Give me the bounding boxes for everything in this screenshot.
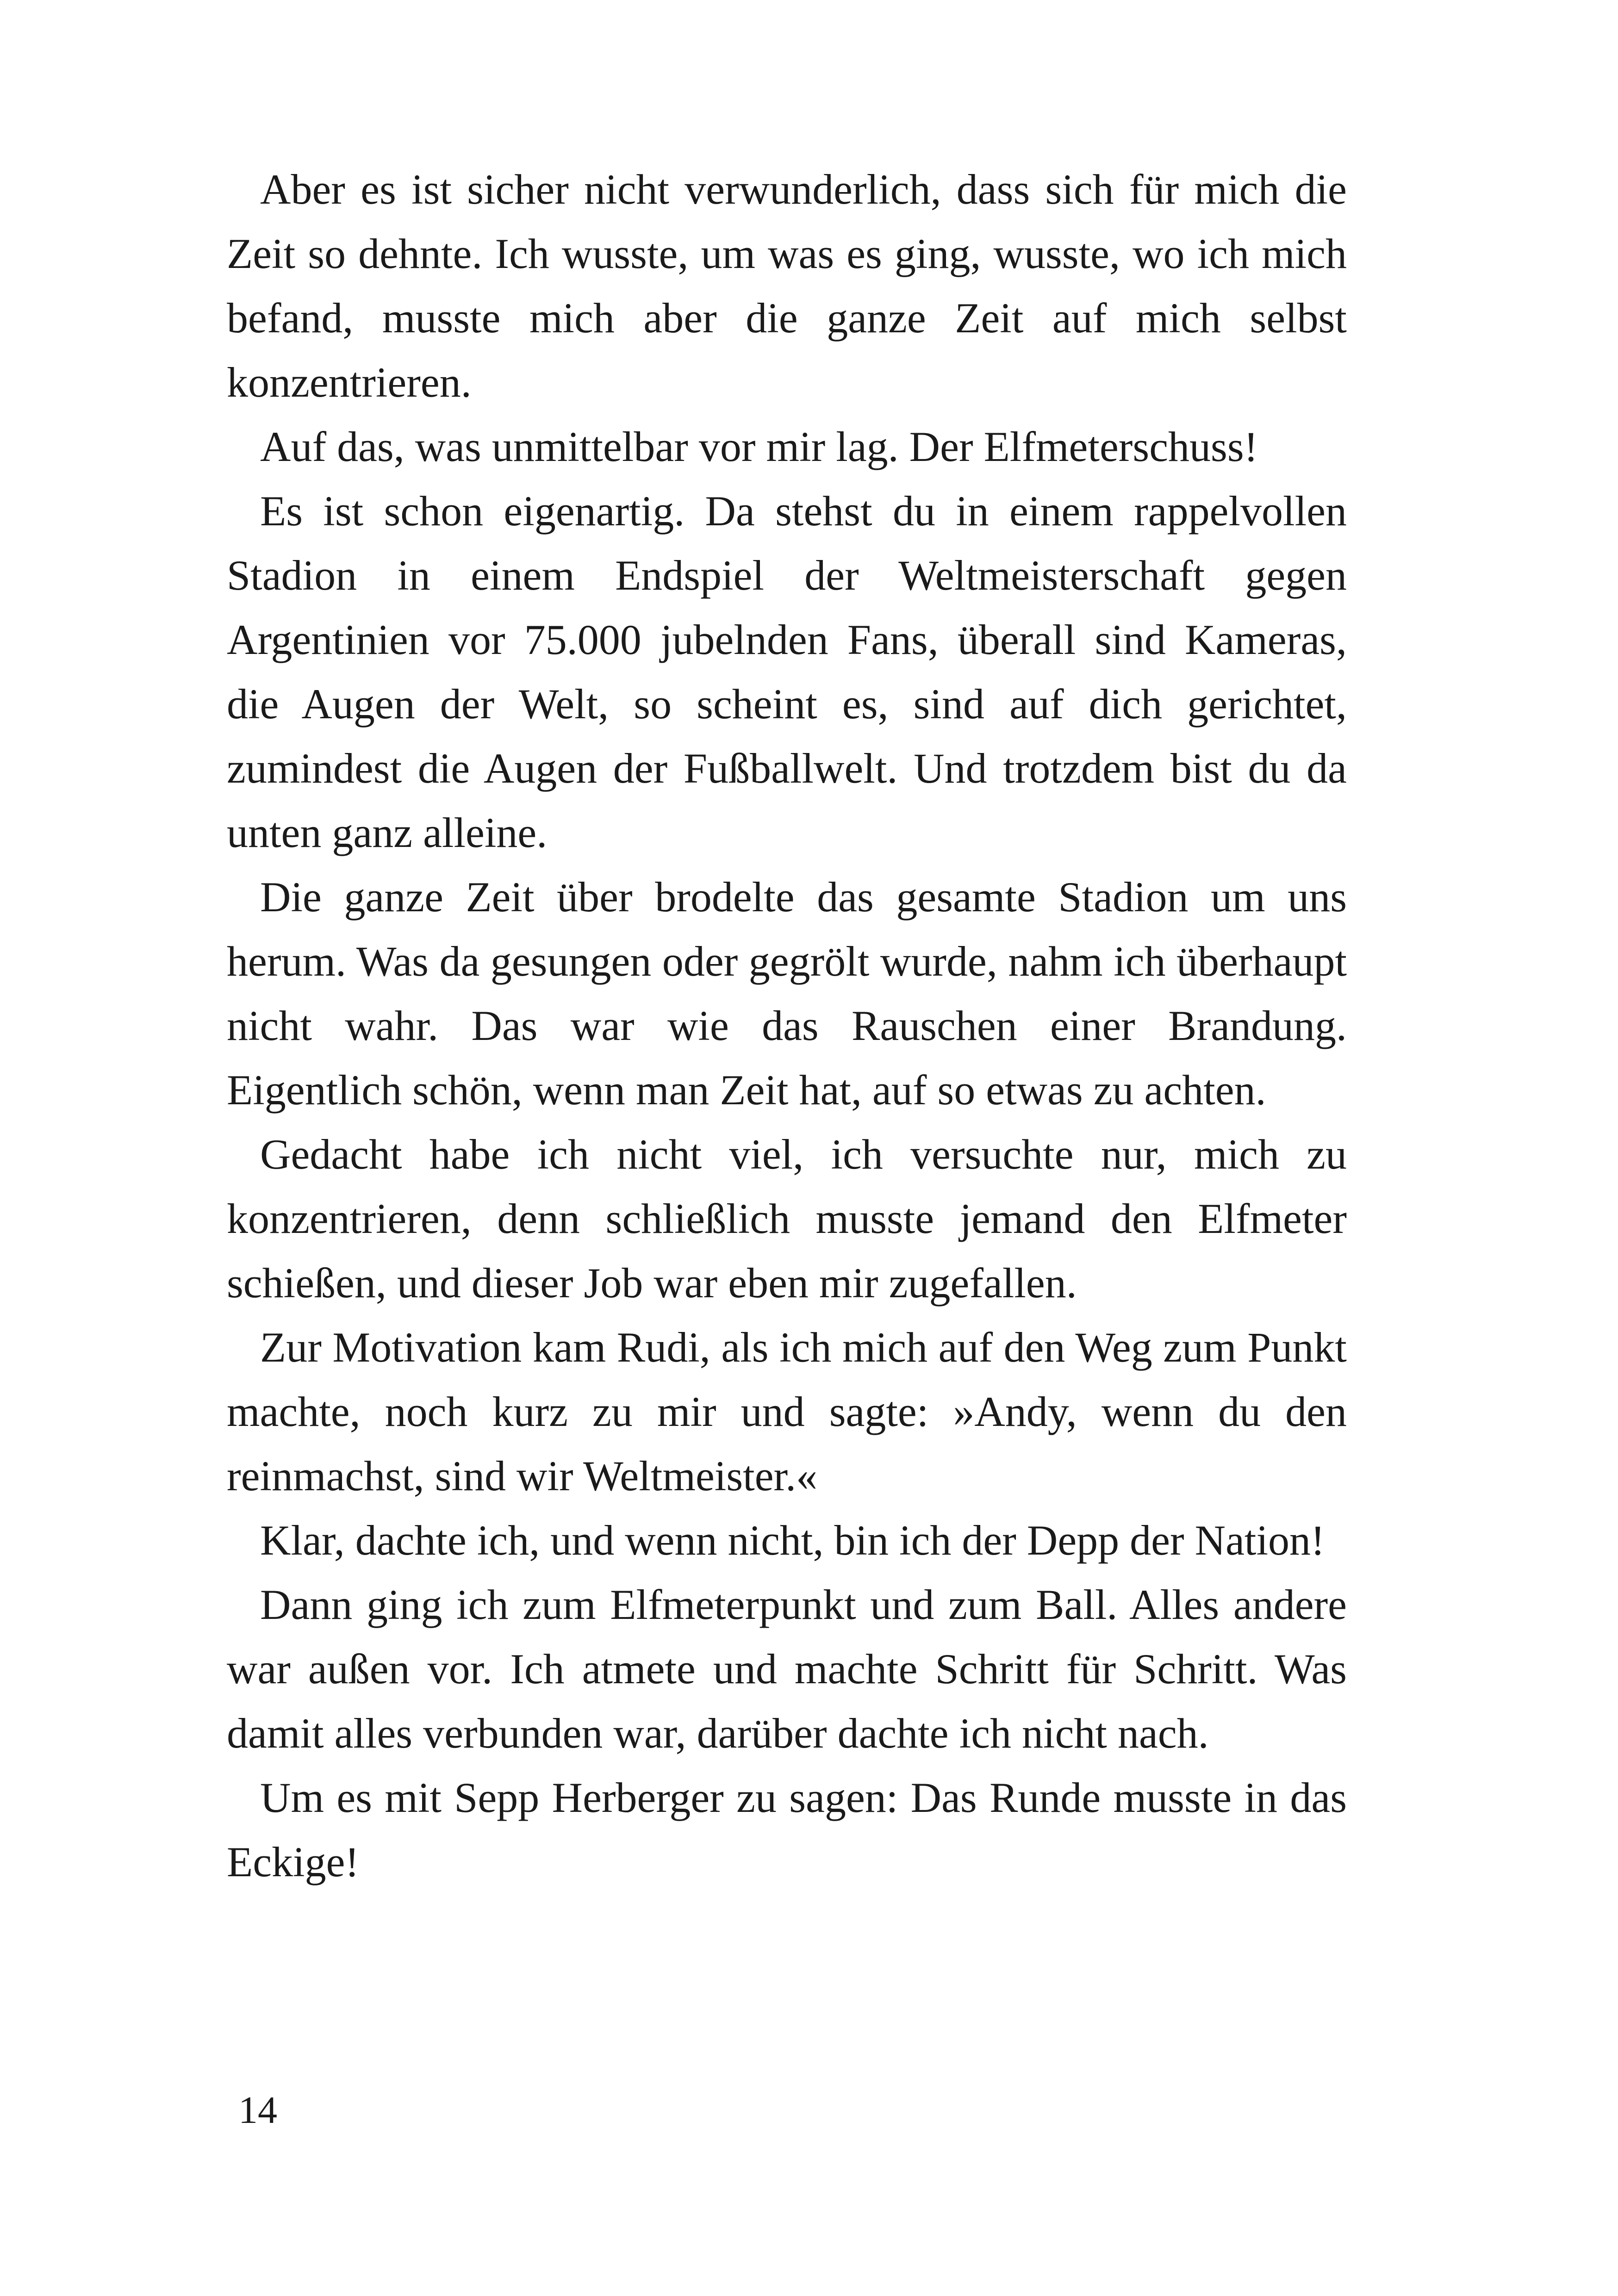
paragraph-3: Es ist schon eigenartig. Da stehst du in einem rappelvollen Stadion in einem Endspiel der Weltmeisterschaft gegen Argentinien vor 75.000 jubelnden Fans, überall sind Kameras, die Augen der Welt, so scheint es, sind auf dich gerichtet, zumindest die Augen der Fußballwelt. Und trotzdem bist du da unten ganz alleine. [227,487,1347,856]
paragraph-7: Klar, dachte ich, und wenn nicht, bin ich der Depp der Nation! [260,1517,1325,1564]
paragraph-9: Um es mit Sepp Herberger zu sagen: Das Runde musste in das Eckige! [227,1774,1347,1885]
paragraph-4: Die ganze Zeit über brodelte das gesamte Stadion um uns herum. Was da gesungen oder gegrölt wurde, nahm ich überhaupt nicht wahr. Das war wie das Rauschen einer Brandung. Eigentlich schön, wenn man Zeit hat, auf so etwas zu achten. [227,873,1347,1114]
paragraph-5: Gedacht habe ich nicht viel, ich versuchte nur, mich zu konzentrieren, denn schließlich musste jemand den Elfmeter schießen, und dieser Job war eben mir zugefallen. [227,1131,1347,1307]
paragraph-6: Zur Motivation kam Rudi, als ich mich auf den Weg zum Punkt machte, noch kurz zu mir und sagte: »Andy, wenn du den reinmachst, sind wir Weltmeister.« [227,1324,1347,1500]
paragraph-2: Auf das, was unmittelbar vor mir lag. Der Elfmeterschuss! [260,423,1258,470]
body-text [227,157,1347,1894]
paragraph-8: Dann ging ich zum Elfmeterpunkt und zum Ball. Alles andere war außen vor. Ich atmete und machte Schritt für Schritt. Was damit alles verbunden war, darüber dachte ich nicht nach. [227,1581,1347,1757]
paragraph-1: Aber es ist sicher nicht verwunderlich, dass sich für mich die Zeit so dehnte. Ich wusste, um was es ging, wusste, wo ich mich befand, musste mich aber die ganze Zeit auf mich selbst konzentrieren. [227,166,1347,406]
page-number: 14 [238,2089,277,2132]
